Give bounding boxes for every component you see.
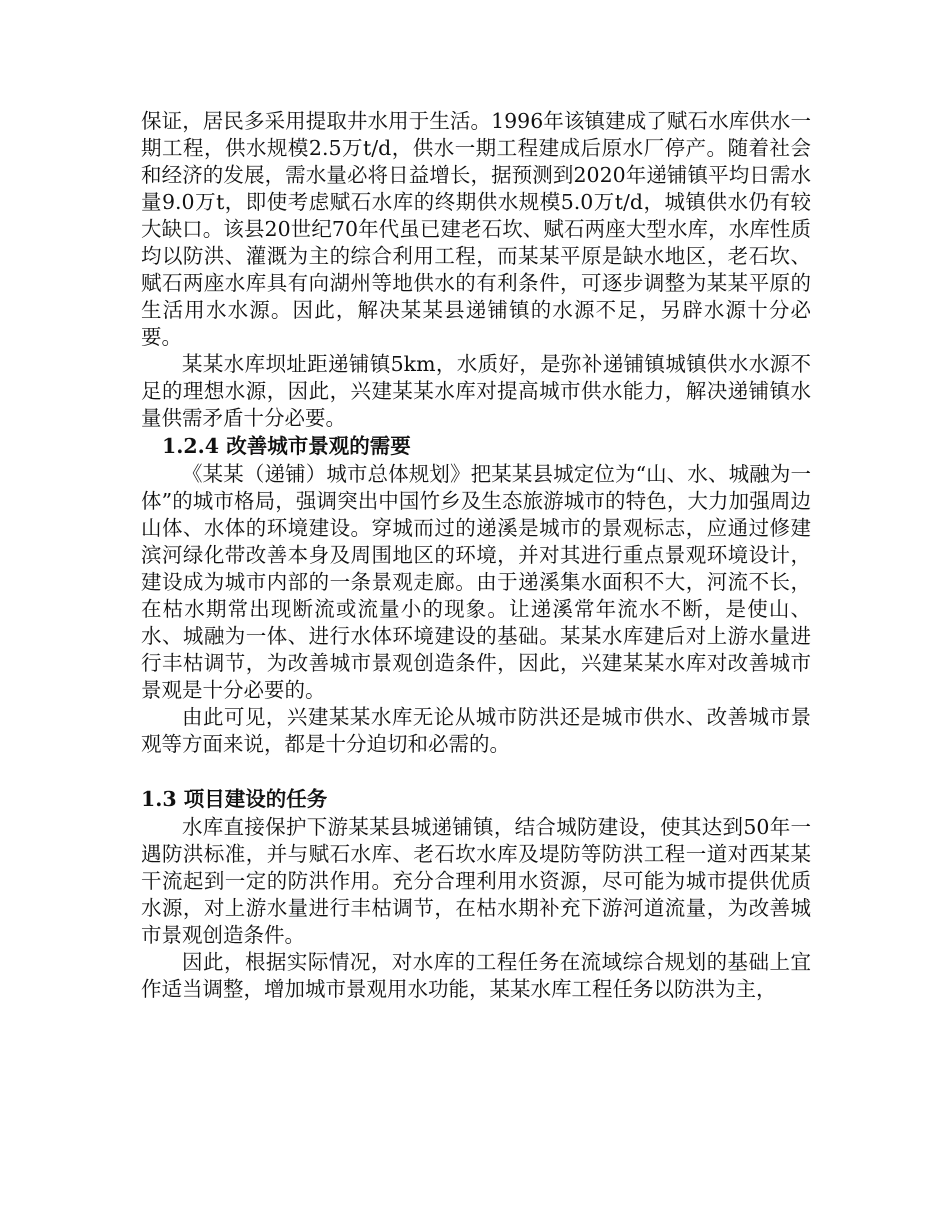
section-spacer [141,758,811,785]
paragraph-water-supply-background: 保证，居民多采用提取井水用于生活。1996年该镇建成了赋石水库供水一期工程，供水规模2.5万t/d，供水一期工程建成后原水厂停产。随着社会和经济的发展，需水量必将日益增长，据预测到2020年递铺镇平均日需水量9.0万t，即使考虑赋石水库的终期供水规模5.0万t/d，城镇供水仍有较大缺口。该县20世纪70年代虽已建老石坎、赋石两座大型水库，水库性质均以防洪、灌溉为主的综合利用工程，而某某平原是缺水地区，老石坎、赋石两座水库具有向湖州等地供水的有利条件，可逐步调整为某某平原的生活用水水源。因此，解决某某县递铺镇的水源不足，另辟水源十分必要。 [141,109,811,349]
paragraph-landscape-plan: 《某某（递铺）城市总体规划》把某某县城定位为“山、水、城融为一体”的城市格局，强调突出中国竹乡及生态旅游城市的特色，大力加强周边山体、水体的环境建设。穿城而过的递溪是城市的景观标志，应通过修建滨河绿化带改善本身及周围地区的环境，并对其进行重点景观环境设计，建设成为城市内部的一条景观走廊。由于递溪集水面积不大，河流不长，在枯水期常出现断流或流量小的现象。让递溪常年流水不断，是使山、水、城融为一体、进行水体环境建设的基础。某某水库建后对上游水量进行丰枯调节，为改善城市景观创造条件，因此，兴建某某水库对改善城市景观是十分必要的。 [141,462,811,702]
paragraph-reservoir-supply-need: 某某水库坝址距递铺镇5km，水质好，是弥补递铺镇城镇供水水源不足的理想水源，因此，兴建某某水库对提高城市供水能力，解决递铺镇水量供需矛盾十分必要。 [141,352,811,430]
section-heading-1-3: 1.3 项目建设的任务 [141,787,328,811]
paragraph-task-adjustment: 因此，根据实际情况，对水库的工程任务在流域综合规划的基础上宜作适当调整，增加城市景观用水功能，某某水库工程任务以防洪为主， [141,950,811,1001]
paragraph-project-tasks: 水库直接保护下游某某县城递铺镇，结合城防建设，使其达到50年一遇防洪标准，并与赋石水库、老石坎水库及堤防等防洪工程一道对西某某干流起到一定的防洪作用。充分合理利用水资源，尽可能为城市提供优质水源，对上游水量进行丰枯调节，在枯水期补充下游河道流量，为改善城市景观创造条件。 [141,815,811,947]
paragraph-conclusion: 由此可见，兴建某某水库无论从城市防洪还是城市供水、改善城市景观等方面来说，都是十分迫切和必需的。 [141,705,811,756]
section-heading-1-2-4: 1.2.4 改善城市景观的需要 [162,434,411,458]
document-page [141,108,811,1003]
